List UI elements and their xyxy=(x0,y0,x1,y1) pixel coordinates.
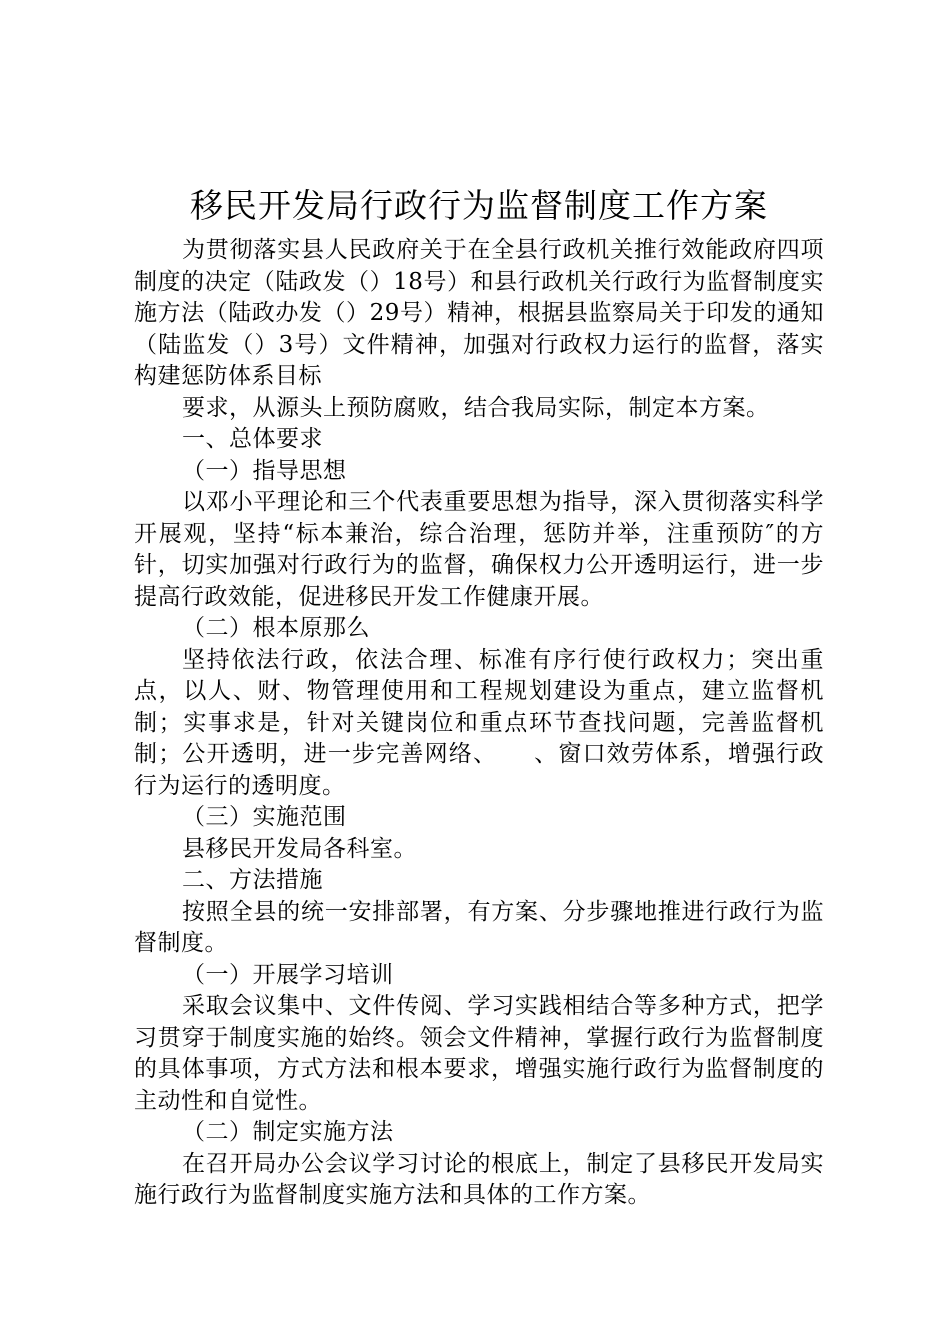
paragraph-intro: 为贯彻落实县人民政府关于在全县行政机关推行效能政府四项制度的决定（陆政发（）18号）和县行政机关行政行为监督制度实施方法（陆政办发（）29号）精神，根据县监察局关于印发的通知（陆监发（）3号）文件精神，加强对行政权力运行的监督，落实构建惩防体系目标 xyxy=(134,237,824,389)
paragraph-implementation: 在召开局办公会议学习讨论的根底上，制定了县移民开发局实施行政行为监督制度实施方法和具体的工作方案。 xyxy=(134,1150,824,1208)
document-page xyxy=(134,183,824,1212)
paragraph-scope: 县移民开发局各科室。 xyxy=(182,835,417,862)
subsection-heading-scope: （三）实施范围 xyxy=(182,804,347,830)
document-title: 移民开发局行政行为监督制度工作方案 xyxy=(190,186,768,225)
section-heading-general-requirements: 一、总体要求 xyxy=(182,426,323,452)
subsection-heading-training: （一）开展学习培训 xyxy=(182,961,394,988)
subsection-heading-implementation: （二）制定实施方法 xyxy=(182,1119,394,1145)
section-heading-methods: 二、方法措施 xyxy=(182,867,323,893)
paragraph-training: 采取会议集中、文件传阅、学习实践相结合等多种方式，把学习贯穿于制度实施的始终。领会文件精神，掌握行政行为监督制度的具体事项，方式方法和根本要求，增强实施行政行为监督制度的主动性和自觉性。 xyxy=(134,993,824,1114)
paragraph-intro-continued: 要求，从源头上预防腐败，结合我局实际，制定本方案。 xyxy=(182,394,770,421)
subsection-heading-basic-principles: （二）根本原那么 xyxy=(182,615,370,641)
paragraph-basic-principles: 坚持依法行政，依法合理、标准有序行使行政权力；突出重点，以人、财、物管理使用和工程规划建设为重点，建立监督机制；实事求是，针对关键岗位和重点环节查找问题，完善监督机制；公开透明，进一步完善网络、 、窗口效劳体系，增强行政行为运行的透明度。 xyxy=(134,646,824,799)
paragraph-methods: 按照全县的统一安排部署，有方案、分步骤地推进行政行为监督制度。 xyxy=(134,898,824,956)
subsection-heading-guiding-ideology: （一）指导思想 xyxy=(182,457,347,484)
paragraph-guiding-ideology: 以邓小平理论和三个代表重要思想为指导，深入贯彻落实科学开展观，坚持“标本兼治，综合治理，惩防并举，注重预防″的方针，切实加强对行政行为的监督，确保权力公开透明运行，进一步提高行政效能，促进移民开发工作健康开展。 xyxy=(134,489,824,610)
